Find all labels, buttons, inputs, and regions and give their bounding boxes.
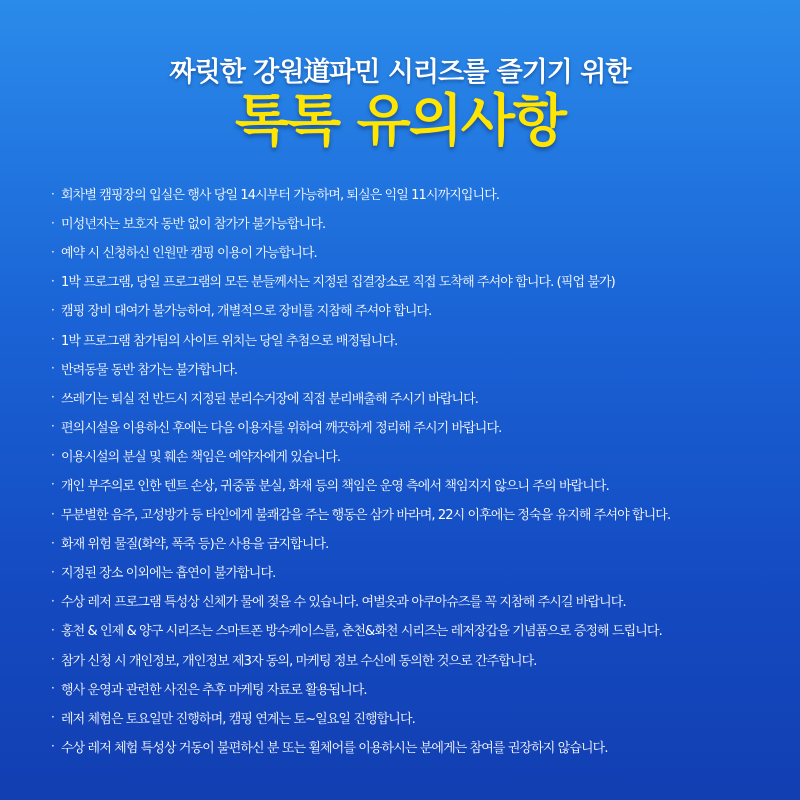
notice-text: 참가 신청 시 개인정보, 개인정보 제3자 동의, 마케팅 정보 수신에 동의한 것으로 간주합니다. — [61, 653, 537, 669]
bullet-icon: · — [51, 448, 54, 463]
bullet-icon: · — [51, 302, 54, 317]
bullet-icon: · — [51, 477, 54, 492]
notice-item — [51, 237, 781, 266]
notice-text: 수상 레저 프로그램 특성상 신체가 물에 젖을 수 있습니다. 여벌옷과 아쿠아슈즈를 꼭 지참해 주시길 바랍니다. — [61, 595, 626, 611]
notice-item — [51, 179, 781, 208]
notice-text: 1박 프로그램, 당일 프로그램의 모든 분들께서는 지정된 집결장소로 직접 도착해 주셔야 합니다. (픽업 불가) — [61, 275, 615, 291]
notice-text: 레저 체험은 토요일만 진행하며, 캠핑 연계는 토~일요일 진행합니다. — [61, 711, 415, 727]
bullet-icon: · — [51, 739, 54, 754]
bullet-icon: · — [51, 215, 54, 230]
notice-text: 예약 시 신청하신 인원만 캠핑 이용이 가능합니다. — [61, 246, 317, 262]
notice-item — [51, 441, 781, 470]
notice-item — [51, 266, 781, 295]
notice-item — [51, 557, 781, 586]
notice-text: 지정된 장소 이외에는 흡연이 불가합니다. — [61, 566, 276, 582]
bullet-icon: · — [51, 564, 54, 579]
poster-subtitle: 짜릿한 강원道파민 시리즈를 즐기기 위한 — [169, 57, 631, 88]
bullet-icon: · — [51, 593, 54, 608]
notice-item — [51, 586, 781, 615]
notice-item — [51, 732, 781, 761]
notice-item — [51, 354, 781, 383]
bullet-icon: · — [51, 681, 54, 696]
notice-item — [51, 470, 781, 499]
notice-text: 개인 부주의로 인한 텐트 손상, 귀중품 분실, 화재 등의 책임은 운영 측에서 책임지지 않으니 주의 바랍니다. — [61, 478, 609, 494]
notice-text: 홍천 & 인제 & 양구 시리즈는 스마트폰 방수케이스를, 춘천&화천 시리즈는 레저장갑을 기념품으로 증정해 드립니다. — [61, 624, 662, 640]
notice-item — [51, 674, 781, 703]
bullet-icon: · — [51, 652, 54, 667]
poster-title: 톡톡 유의사항 — [234, 89, 566, 154]
bullet-icon: · — [51, 390, 54, 405]
bullet-icon: · — [51, 535, 54, 550]
notice-text: 1박 프로그램 참가팀의 사이트 위치는 당일 추첨으로 배정됩니다. — [61, 333, 398, 349]
bullet-icon: · — [51, 710, 54, 725]
notice-text: 쓰레기는 퇴실 전 반드시 지정된 분리수거장에 직접 분리배출해 주시기 바랍니다. — [61, 391, 479, 407]
notice-item — [51, 295, 781, 324]
notice-item — [51, 208, 781, 237]
notice-text: 편의시설을 이용하신 후에는 다음 이용자를 위하여 깨끗하게 정리해 주시기 바랍니다. — [61, 420, 502, 436]
notice-text: 행사 운영과 관련한 사진은 추후 마케팅 자료로 활용됩니다. — [61, 682, 367, 698]
notice-item — [51, 383, 781, 412]
notice-text: 회차별 캠핑장의 입실은 행사 당일 14시부터 가능하며, 퇴실은 익일 11시까지입니다. — [61, 188, 500, 204]
notice-text: 캠핑 장비 대여가 불가능하여, 개별적으로 장비를 지참해 주셔야 합니다. — [61, 304, 432, 320]
notice-text: 화재 위험 물질(화약, 폭죽 등)은 사용을 금지합니다. — [61, 537, 329, 553]
notice-text: 무분별한 음주, 고성방가 등 타인에게 불쾌감을 주는 행동은 삼가 바라며, 22시 이후에는 정숙을 유지해 주셔야 합니다. — [61, 508, 671, 524]
notice-item — [51, 412, 781, 441]
notice-item — [51, 528, 781, 557]
bullet-icon: · — [51, 273, 54, 288]
bullet-icon: · — [51, 332, 54, 347]
notice-item — [51, 499, 781, 528]
notice-item — [51, 703, 781, 732]
notice-text: 수상 레저 체험 특성상 거동이 불편하신 분 또는 휠체어를 이용하시는 분에게는 참여를 권장하지 않습니다. — [61, 740, 608, 756]
bullet-icon: · — [51, 506, 54, 521]
notice-text: 미성년자는 보호자 동반 없이 참가가 불가능합니다. — [61, 217, 326, 233]
notice-item — [51, 615, 781, 644]
bullet-icon: · — [51, 244, 54, 259]
bullet-icon: · — [51, 622, 54, 637]
notice-item — [51, 645, 781, 674]
notice-list — [51, 179, 781, 761]
notice-text: 반려동물 동반 참가는 불가합니다. — [61, 362, 238, 378]
bullet-icon: · — [51, 419, 54, 434]
notice-item — [51, 324, 781, 353]
notice-text: 이용시설의 분실 및 훼손 책임은 예약자에게 있습니다. — [61, 449, 341, 465]
bullet-icon: · — [51, 361, 54, 376]
bullet-icon: · — [51, 186, 54, 201]
